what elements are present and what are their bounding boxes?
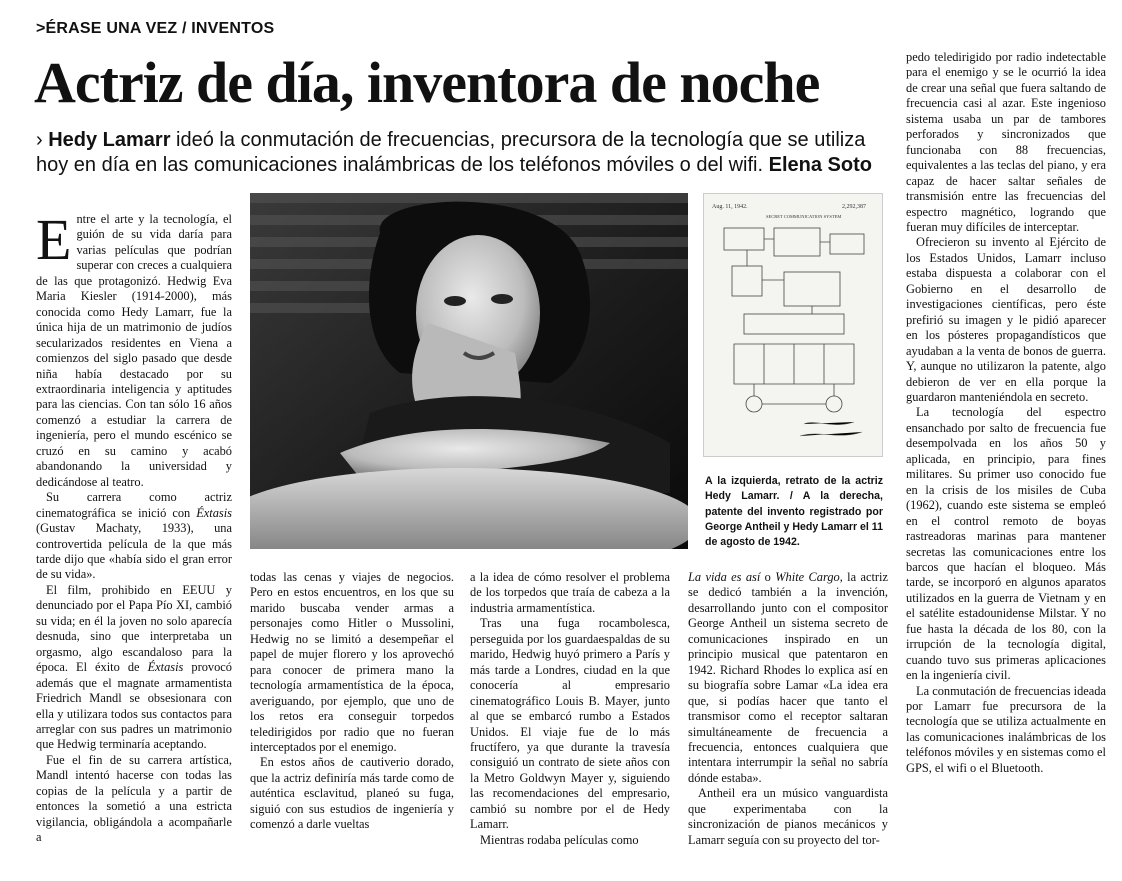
film-title: White Cargo (775, 570, 840, 584)
paragraph-text: Su carrera como actriz cinematográfica se inició con (36, 490, 232, 520)
paragraph: a la idea de cómo resolver el problema de los torpedos que traía de cabeza a la industria armamentística. (470, 570, 670, 615)
article-column-3 (470, 570, 670, 870)
drop-cap: E (36, 212, 72, 272)
paragraph-text: ntre el arte y la tecnología, el guión de su vida daría para varias películas que podrían superar con creces a cualquiera de las que protagonizó. Hedwig Eva Maria Kiesler (1914-2000), más conocida como Hedy Lamarr, fue la única hija de un matrimonio de judíos secularizados residentes en Viena a comienzos del siglo pasado que desde niña había destacado por su extraordinaria inteligencia y aptitudes para las ciencias. Con tan sólo 16 años comenzó a estudiar la carrera de ingeniería, pero el mundo escénico se cruzó en su camino y acabó abandonando la universidad y dedicándose al teatro. (36, 212, 232, 489)
paragraph: Tras una fuga rocambolesca, perseguida por los guardaespaldas de su marido, Hedwig huyó primero a París y más tarde a Londres, ciudad en la que conocería al empresario cinematográfico Louis B. Mayer, junto al que se embarcó rumbo a Estados Unidos. El viaje fue de lo más fructífero, ya que durante la travesía consiguió un contrato de siete años con la Metro Goldwyn Mayer y, siguiendo las recomendaciones del empresario, cambió su nombre por el de Hedy Lamarr. (470, 616, 670, 832)
lede-name: Hedy Lamarr (48, 129, 171, 151)
paragraph (688, 570, 888, 786)
photo-caption: A la izquierda, retrato de la actriz Hedy Lamarr. / A la derecha, patente del invento registrado por George Antheil y Hedy Lamarr el 11 de agosto de 1942. (705, 475, 884, 549)
article-column-4 (688, 570, 888, 870)
paragraph-text: o (760, 570, 776, 584)
headline: Actriz de día, inventora de noche (34, 50, 820, 115)
portrait-illustration (250, 193, 688, 549)
lede (36, 128, 896, 178)
patent-title: SECRET COMMUNICATION SYSTEM (766, 214, 842, 219)
film-title: La vida es así (688, 570, 761, 584)
lede-text: ideó la conmutación de frecuencias, precursora de la tecnología que se utiliza hoy en día en las comunicaciones inalámbricas de los teléfonos móviles o del wifi. (36, 129, 866, 176)
paragraph-text: (Gustav Machaty, 1933), una controvertida película de la que más tarde dijo que «había sido el gran error de su vida». (36, 521, 232, 582)
paragraph: todas las cenas y viajes de negocios. Pero en estos encuentros, en los que su marido buscaba vender armas a personajes como Hitler o Mussolini, Hedwig no se limitó a desempeñar el papel de mujer florero y los aprovechó para conocer de primera mano la tecnología armamentística de la época, averiguando, por ejemplo, que uno de los retos era conseguir torpedos teledirigidos por radio que no fueran interceptados por el enemigo. (250, 570, 454, 754)
paragraph: pedo teledirigido por radio indetectable para el enemigo y se le ocurrió la idea de crear una señal que fuera saltando de frecuencia casi al azar. Este ingenioso sistema usaba un par de tambores perforados y sincronizados que funcionaba con 88 frecuencias, equivalentes a las teclas del piano, y era capaz de hacer saltar señales de transmisión entre las frecuencias del espectro magnético, logrando que fueran muy difíciles de interceptar. (906, 50, 1106, 234)
paragraph: Fue el fin de su carrera artística, Mandl intentó hacerse con todas las copias de la película y a partir de entonces la sometió a una estricta vigilancia, obligándola a acompañarle a (36, 752, 232, 845)
lede-author: Elena Soto (768, 154, 872, 176)
article-column-5 (906, 50, 1106, 872)
patent-number: 2,292,387 (842, 204, 866, 210)
section-label: >ÉRASE UNA VEZ / INVENTOS (36, 20, 275, 37)
patent-illustration (704, 194, 882, 456)
paragraph: Ofrecieron su invento al Ejército de los Estados Unidos, Lamarr incluso estaba dispuesta a colaborar con el Gobierno en el desarrollo de investigaciones científicas, pero éste prefirió su imagen y le pidió aparecer en los pósteres propagandísticos que ayudaban a la venta de bonos de guerra. Y, aunque no utilizaron la patente, algo debieron de ver en ella porque la guardaron manteniéndola en secreto. (906, 235, 1106, 404)
paragraph: La conmutación de frecuencias ideada por Lamarr fue precursora de la tecnología que se utiliza actualmente en las comunicaciones inalámbricas de los teléfonos móviles y en sistemas como el GPS, el wifi o el Bluetooth. (906, 683, 1106, 775)
paragraph-text: , la actriz se dedicó también a la invención, desarrollando junto con el compositor George Antheil un sistema secreto de comunicaciones inspirado en un principio musical que patentaron en 1942. Richard Rhodes lo explica así en su biografía sobre Lamar «La idea era que, si podías hacer que tanto el transmisor como el receptor saltaran simultáneamente de frecuencia a frecuencia, entonces cualquiera que intentara interrumpir la señal no sabría dónde estaba». (688, 570, 888, 785)
article-column-1 (36, 212, 232, 870)
portrait-photo (250, 193, 688, 549)
paragraph: La tecnología del espectro ensanchado por salto de frecuencia fue desempolvada en los años 50 y aplicada, en principio, para fines militares. Su primer uso conocido fue en la crisis de los misiles de Cuba (1962), cuando este sistema se empleó en el control remoto de boyas rastreadoras marinas para mantener secretas las comunicaciones entre los barcos que hacían el bloqueo. Más tarde, se incorporó en algunos aparatos utilizados en la guerra de Vietnam y en el satélite estadounidense Milstar. Y no fue hasta la década de los 80, con la irrupción de la tecnología digital, cuando tuvo sus primeras aplicaciones en la ingeniería civil. (906, 405, 1106, 683)
paragraph: Antheil era un músico vanguardista que experimentaba con la sincronización de pianos mecánicos y Lamarr seguía con su proyecto del tor- (688, 786, 888, 847)
paragraph (36, 212, 232, 490)
lede-prefix: › (36, 129, 49, 151)
film-title: Éxtasis (147, 660, 184, 675)
paragraph: Mientras rodaba películas como (480, 832, 639, 847)
patent-date: Aug. 11, 1942. (712, 204, 748, 210)
patent-drawing (703, 193, 883, 457)
paragraph (36, 490, 232, 583)
paragraph: En estos años de cautiverio dorado, que la actriz definiría más tarde como de auténtica esclavitud, planeó su fuga, siguió con sus estudios de ingeniería y comenzó a darle vueltas (250, 755, 454, 832)
film-title: Éxtasis (196, 505, 232, 520)
article-column-2 (250, 570, 454, 870)
paragraph (36, 583, 232, 753)
paragraph-text: El film, prohibido en EEUU y denunciado por el Papa Pío XI, cambió su vida; en él la joven no solo aparecía desnuda, sino que interpretaba un orgasmo, algo escandaloso para la época. El éxito de (36, 582, 232, 675)
paragraph-text: provocó además que el magnate armamentista Friedrich Mandl se obsesionara con ella y utilizara todos sus contactos para arreglar con sus padres un matrimonio que Hedwig terminaría aceptando. (36, 660, 232, 752)
